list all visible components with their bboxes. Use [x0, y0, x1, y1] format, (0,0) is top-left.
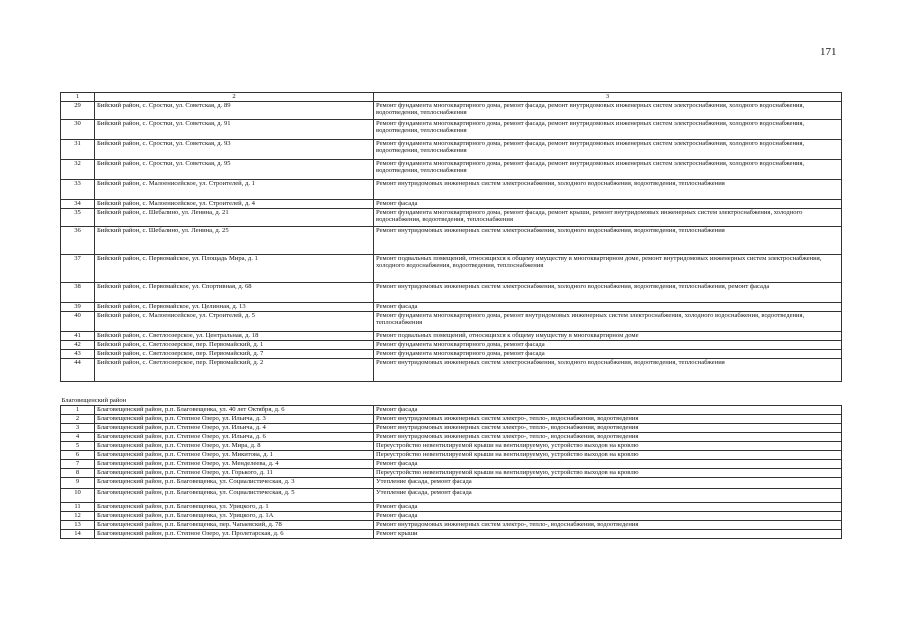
column-number-3: 3	[374, 93, 842, 102]
table-row	[61, 120, 842, 140]
address-cell: Благовещенский район, р.п. Благовещенка, ул. Урицкого, д. 1	[95, 503, 374, 512]
row-number-cell: 36	[61, 227, 95, 255]
work-type-cell: Ремонт внутридомовых инженерных систем электро-, тепло-, водоснабжения, водоотведения	[374, 521, 842, 530]
work-type-cell: Ремонт внутридомовых инженерных систем электроснабжения, холодного водоснабжения, водоотведения, теплоснабжения, ремонт фасада	[374, 283, 842, 303]
table-row	[61, 209, 842, 227]
row-number-cell: 2	[61, 415, 95, 424]
address-cell: Благовещенский район, р.п. Степное Озеро, ул. Пролетарская, д. 6	[95, 530, 374, 539]
column-number-header-row	[61, 93, 842, 102]
row-number-cell: 38	[61, 283, 95, 303]
row-number-cell: 9	[61, 478, 95, 489]
table-row	[61, 350, 842, 359]
address-cell: Благовещенский район, р.п. Благовещенка, ул. 40 лет Октября, д. 6	[95, 406, 374, 415]
row-number-cell: 42	[61, 341, 95, 350]
row-number-cell: 41	[61, 332, 95, 341]
table-row	[61, 433, 842, 442]
section-title: Благовещенский район	[61, 382, 842, 406]
table-row	[61, 140, 842, 160]
work-type-cell: Ремонт подвальных помещений, относящихся к общему имуществу в многоквартирном доме, ремонт внутридомовых инженерных систем электроснабжения, холодного водоснабжения, водоотведения, теплоснабжения	[374, 255, 842, 283]
work-type-cell: Переустройство невентилируемой крыши на вентилируемую, устройство выходов на кровлю	[374, 451, 842, 460]
address-cell: Бийский район, с. Светлоозерское, ул. Центральная, д. 18	[95, 332, 374, 341]
address-cell: Благовещенский район, р.п. Степное Озеро, ул. Менделеева, д. 4	[95, 460, 374, 469]
work-type-cell: Ремонт фасада	[374, 303, 842, 312]
table-row	[61, 478, 842, 489]
row-number-cell: 11	[61, 503, 95, 512]
address-cell: Благовещенский район, р.п. Степное Озеро, ул. Горького, д. 11	[95, 469, 374, 478]
row-number-cell: 5	[61, 442, 95, 451]
row-number-cell: 34	[61, 200, 95, 209]
work-type-cell: Ремонт фасада	[374, 503, 842, 512]
page-number: 171	[820, 46, 837, 58]
table-row	[61, 102, 842, 120]
table-row	[61, 227, 842, 255]
work-type-cell: Ремонт подвальных помещений, относящихся к общему имуществу в многоквартирном доме	[374, 332, 842, 341]
row-number-cell: 12	[61, 512, 95, 521]
row-number-cell: 7	[61, 460, 95, 469]
column-number-2: 2	[95, 93, 374, 102]
address-cell: Бийский район, с. Сростки, ул. Советская, д. 95	[95, 160, 374, 180]
section-row	[61, 382, 842, 406]
address-cell: Бийский район, с. Сростки, ул. Советская, д. 93	[95, 140, 374, 160]
row-number-cell: 40	[61, 312, 95, 332]
row-number-cell: 1	[61, 406, 95, 415]
work-type-cell: Ремонт внутридомовых инженерных систем электроснабжения, холодного водоснабжения, водоотведения, теплоснабжения	[374, 359, 842, 382]
row-number-cell: 31	[61, 140, 95, 160]
work-type-cell: Ремонт фундамента многоквартирного дома, ремонт внутридомовых инженерных систем электроснабжения, холодного водоснабжения, водоотведения, теплоснабжения	[374, 312, 842, 332]
work-type-cell: Ремонт фундамента многоквартирного дома, ремонт фасада, ремонт крыши, ремонт внутридомовых инженерных систем электроснабжения, холодного водоснабжения, водоотведения, теплоснабжения	[374, 209, 842, 227]
work-type-cell: Ремонт фундамента многоквартирного дома, ремонт фасада, ремонт внутридомовых инженерных систем электроснабжения, холодного водоснабжения, водоотведения, теплоснабжения	[374, 140, 842, 160]
work-type-cell: Ремонт фундамента многоквартирного дома, ремонт фасада, ремонт внутридомовых инженерных систем электроснабжения, холодного водоснабжения, водоотведения, теплоснабжения	[374, 160, 842, 180]
work-type-cell: Ремонт крыши	[374, 530, 842, 539]
address-cell: Бийский район, с. Малоенисейское, ул. Строителей, д. 4	[95, 200, 374, 209]
table-row	[61, 255, 842, 283]
row-number-cell: 43	[61, 350, 95, 359]
table-row	[61, 415, 842, 424]
row-number-cell: 8	[61, 469, 95, 478]
work-type-cell: Утепление фасада, ремонт фасада	[374, 478, 842, 489]
address-cell: Бийский район, с. Первомайское, ул. Площадь Мира, д. 1	[95, 255, 374, 283]
address-cell: Бийский район, с. Сростки, ул. Советская, д. 91	[95, 120, 374, 140]
address-cell: Бийский район, с. Первомайское, ул. Спортивная, д. 68	[95, 283, 374, 303]
table-row	[61, 469, 842, 478]
table-row	[61, 424, 842, 433]
table-row	[61, 283, 842, 303]
row-number-cell: 3	[61, 424, 95, 433]
address-cell: Благовещенский район, р.п. Благовещенка, ул. Социалистическая, д. 3	[95, 478, 374, 489]
table-row	[61, 406, 842, 415]
row-number-cell: 33	[61, 180, 95, 200]
table-row	[61, 451, 842, 460]
address-cell: Благовещенский район, р.п. Благовещенка, ул. Урицкого, д. 1А	[95, 512, 374, 521]
table-row	[61, 442, 842, 451]
table-row	[61, 332, 842, 341]
row-number-cell: 39	[61, 303, 95, 312]
address-cell: Благовещенский район, р.п. Благовещенка, ул. Социалистическая, д. 5	[95, 489, 374, 503]
row-number-cell: 35	[61, 209, 95, 227]
work-type-cell: Ремонт фасада	[374, 460, 842, 469]
address-cell: Благовещенский район, р.п. Степное Озеро, ул. Мира, д. 8	[95, 442, 374, 451]
row-number-cell: 14	[61, 530, 95, 539]
work-type-cell: Ремонт фундамента многоквартирного дома, ремонт фасада	[374, 350, 842, 359]
row-number-cell: 37	[61, 255, 95, 283]
work-type-cell: Ремонт фасада	[374, 200, 842, 209]
row-number-cell: 29	[61, 102, 95, 120]
work-type-cell: Утепление фасада, ремонт фасада	[374, 489, 842, 503]
address-cell: Благовещенский район, р.п. Степное Озеро, ул. Ильича, д. 4	[95, 424, 374, 433]
work-type-cell: Ремонт фундамента многоквартирного дома, ремонт фасада, ремонт внутридомовых инженерных систем электроснабжения, холодного водоснабжения, водоотведения, теплоснабжения	[374, 102, 842, 120]
address-cell: Благовещенский район, р.п. Благовещенка, пер. Чапаевский, д. 78	[95, 521, 374, 530]
table-row	[61, 180, 842, 200]
address-cell: Бийский район, с. Малоенисейское, ул. Строителей, д. 1	[95, 180, 374, 200]
address-cell: Бийский район, с. Малоенисейское, ул. Строителей, д. 5	[95, 312, 374, 332]
address-cell: Бийский район, с. Шебалино, ул. Ленина, д. 21	[95, 209, 374, 227]
row-number-cell: 10	[61, 489, 95, 503]
address-cell: Бийский район, с. Светлоозерское, пер. Первомайский, д. 2	[95, 359, 374, 382]
row-number-cell: 44	[61, 359, 95, 382]
work-type-cell: Ремонт внутридомовых инженерных систем электро-, тепло-, водоснабжения, водоотведения	[374, 415, 842, 424]
address-cell: Благовещенский район, р.п. Степное Озеро, ул. Микитова, д. 1	[95, 451, 374, 460]
row-number-cell: 32	[61, 160, 95, 180]
row-number-cell: 6	[61, 451, 95, 460]
table-row	[61, 200, 842, 209]
table-row	[61, 160, 842, 180]
row-number-cell: 4	[61, 433, 95, 442]
address-cell: Благовещенский район, р.п. Степное Озеро, ул. Ильича, д. 3	[95, 415, 374, 424]
table-row	[61, 303, 842, 312]
table-row	[61, 489, 842, 503]
address-cell: Бийский район, с. Сростки, ул. Советская, д. 89	[95, 102, 374, 120]
table-row	[61, 530, 842, 539]
work-type-cell: Ремонт внутридомовых инженерных систем электро-, тепло-, водоснабжения, водоотведения	[374, 433, 842, 442]
address-cell: Бийский район, с. Первомайское, ул. Целинная, д. 13	[95, 303, 374, 312]
work-type-cell: Ремонт фасада	[374, 406, 842, 415]
table-row	[61, 503, 842, 512]
address-cell: Бийский район, с. Светлоозерское, пер. Первомайский, д. 7	[95, 350, 374, 359]
work-type-cell: Ремонт внутридомовых инженерных систем электро-, тепло-, водоснабжения, водоотведения	[374, 424, 842, 433]
row-number-cell: 30	[61, 120, 95, 140]
work-type-cell: Ремонт фасада	[374, 512, 842, 521]
address-cell: Бийский район, с. Светлоозерское, пер. Первомайский, д. 1	[95, 341, 374, 350]
table-row	[61, 512, 842, 521]
work-type-cell: Переустройство невентилируемой крыши на вентилируемую, устройство выходов на кровлю	[374, 469, 842, 478]
table-row	[61, 460, 842, 469]
table-row	[61, 359, 842, 382]
work-type-cell: Ремонт фундамента многоквартирного дома, ремонт фасада, ремонт внутридомовых инженерных систем электроснабжения, холодного водоснабжения, водоотведения, теплоснабжения	[374, 120, 842, 140]
table-row	[61, 521, 842, 530]
repair-schedule-table	[60, 92, 842, 539]
address-cell: Благовещенский район, р.п. Степное Озеро, ул. Ильича, д. 6	[95, 433, 374, 442]
table-row	[61, 341, 842, 350]
table-row	[61, 312, 842, 332]
work-type-cell: Ремонт внутридомовых инженерных систем электроснабжения, холодного водоснабжения, водоотведения, теплоснабжения	[374, 227, 842, 255]
work-type-cell: Переустройство невентилируемой крыши на вентилируемую, устройство выходов на кровлю	[374, 442, 842, 451]
row-number-cell: 13	[61, 521, 95, 530]
work-type-cell: Ремонт фундамента многоквартирного дома, ремонт фасада	[374, 341, 842, 350]
work-type-cell: Ремонт внутридомовых инженерных систем электроснабжения, холодного водоснабжения, водоотведения, теплоснабжения	[374, 180, 842, 200]
column-number-1: 1	[61, 93, 95, 102]
address-cell: Бийский район, с. Шебалино, ул. Ленина, д. 25	[95, 227, 374, 255]
